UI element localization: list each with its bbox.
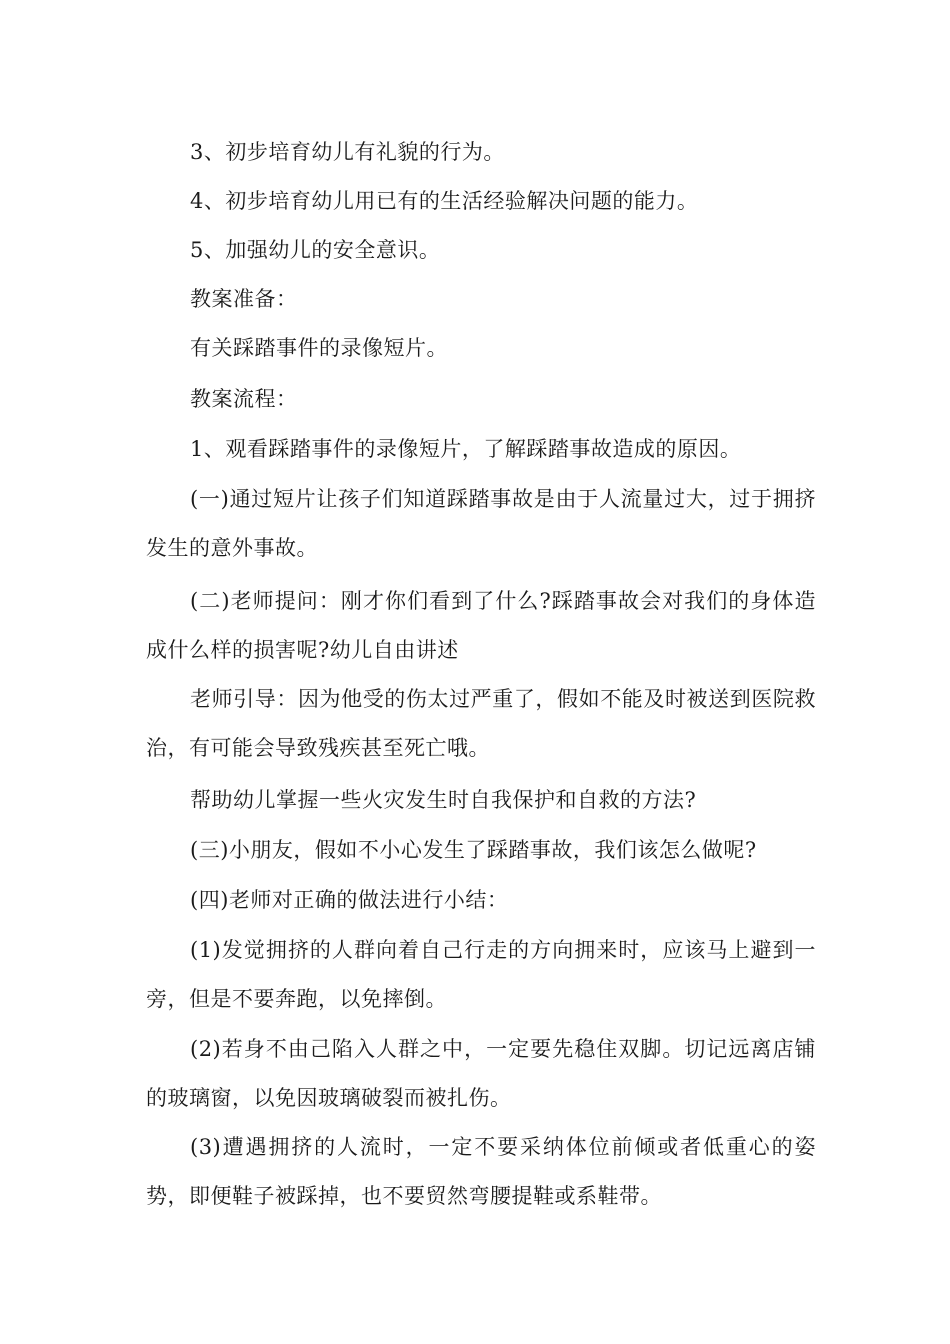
process-step-1: 1、观看踩踏事件的录像短片，了解踩踏事故造成的原因。 bbox=[190, 437, 742, 461]
process-item-2: (二)老师提问：刚才你们看到了什么?踩踏事故会对我们的身体造成什么样的损害呢?幼儿自由讲述 bbox=[146, 589, 816, 662]
summary-point-2: (2)若身不由己陷入人群之中，一定要先稳住双脚。切记远离店铺的玻璃窗，以免因玻璃破裂而被扎伤。 bbox=[146, 1037, 816, 1110]
process-item-1: (一)通过短片让孩子们知道踩踏事故是由于人流量过大，过于拥挤发生的意外事故。 bbox=[146, 487, 816, 560]
summary-point-1: (1)发觉拥挤的人群向着自己行走的方向拥来时，应该马上避到一旁，但是不要奔跑，以免摔倒。 bbox=[146, 938, 816, 1011]
objective-4: 4、初步培育幼儿用已有的生活经验解决问题的能力。 bbox=[190, 189, 699, 213]
process-item-3: (三)小朋友，假如不小心发生了踩踏事故，我们该怎么做呢? bbox=[190, 838, 757, 862]
process-heading: 教案流程： bbox=[190, 387, 298, 411]
objective-3: 3、初步培育幼儿有礼貌的行为。 bbox=[190, 140, 505, 164]
preparation-text: 有关踩踏事件的录像短片。 bbox=[190, 336, 448, 360]
teacher-guidance: 老师引导：因为他受的伤太过严重了，假如不能及时被送到医院救治，有可能会导致残疾甚至死亡哦。 bbox=[146, 687, 816, 760]
summary-point-3: (3)遭遇拥挤的人流时，一定不要采纳体位前倾或者低重心的姿势，即便鞋子被踩掉，也不要贸然弯腰提鞋或系鞋带。 bbox=[146, 1135, 816, 1208]
help-method: 帮助幼儿掌握一些火灾发生时自我保护和自救的方法? bbox=[190, 788, 697, 812]
objective-5: 5、加强幼儿的安全意识。 bbox=[190, 238, 441, 262]
preparation-heading: 教案准备： bbox=[190, 287, 298, 311]
process-item-4: (四)老师对正确的做法进行小结： bbox=[190, 888, 509, 912]
